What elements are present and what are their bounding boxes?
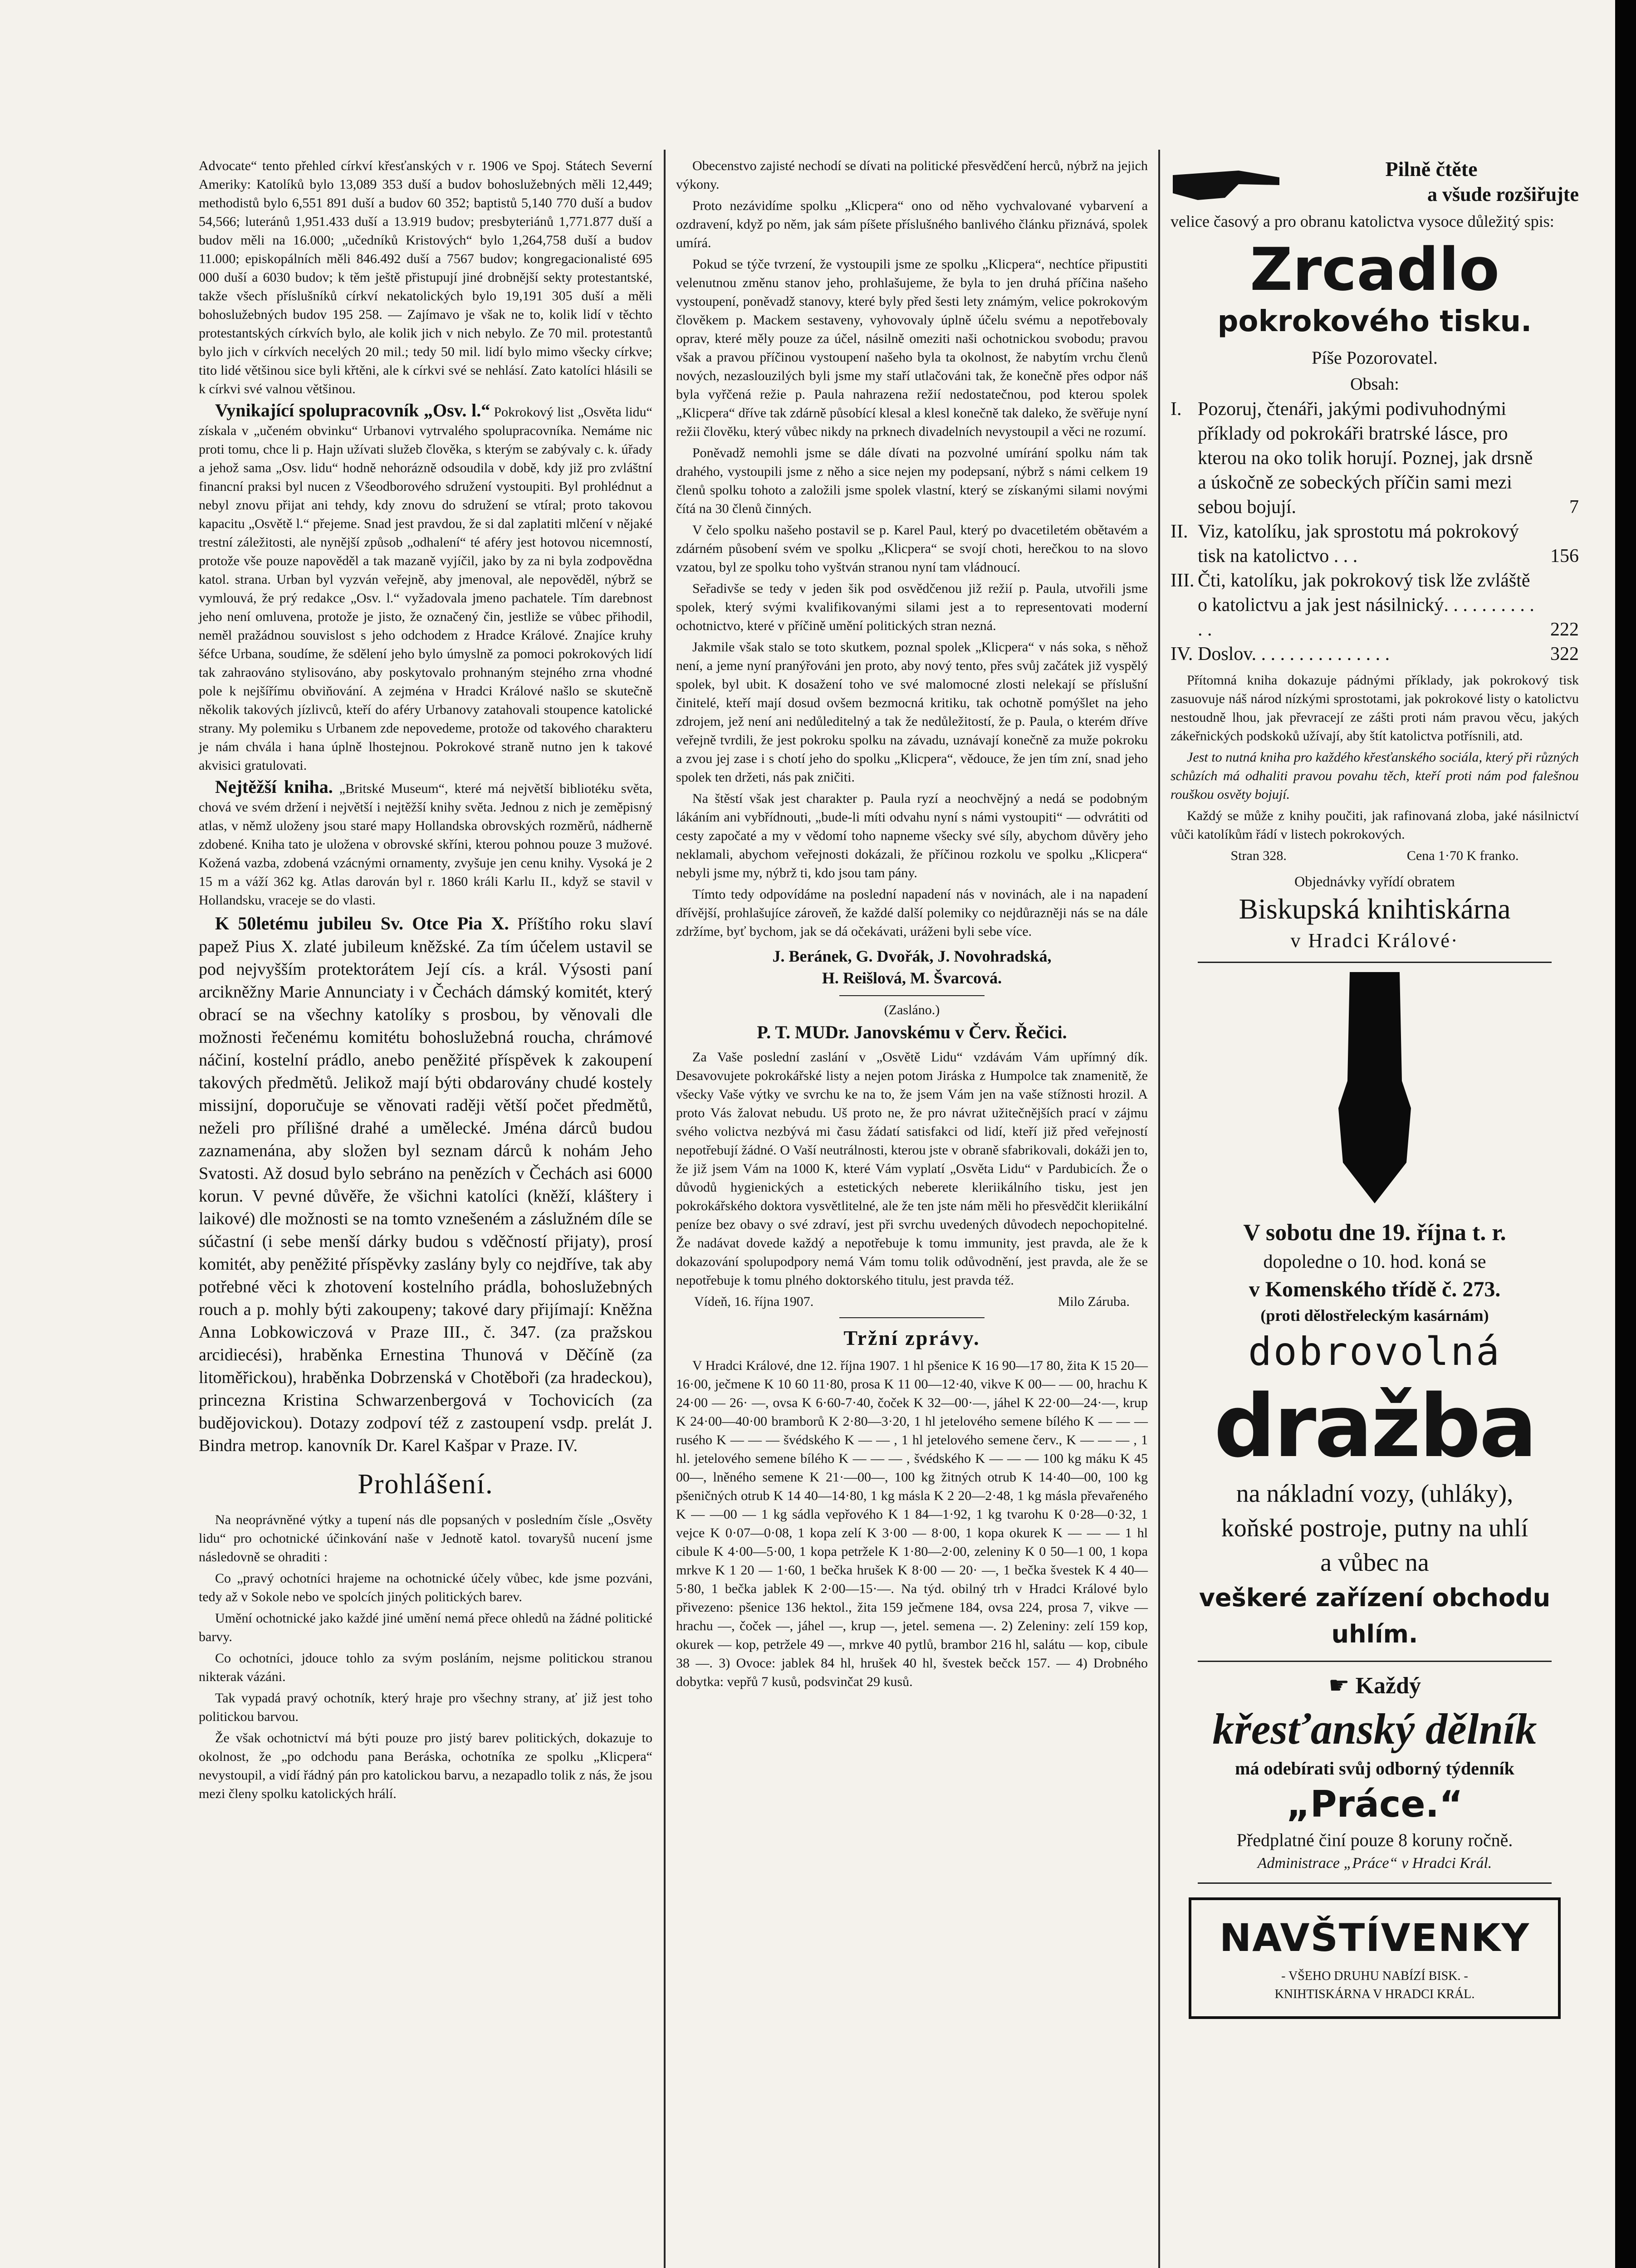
table-of-contents [1171,397,1579,666]
pointing-finger-icon [1307,972,1443,1208]
book-recommendation: Jest to nutná kniha pro každého křesťanského sociála, který při různých schůzích má odhaliti pravou povahu těch, kteří proti nám pod falešnou rouškou osvěty bojují. [1171,750,1579,802]
auction-time: dopoledne o 10. hod. koná se [1263,1251,1486,1272]
article-spolupracovnik [199,401,652,775]
declaration-paragraph: Na neoprávněné výtky a tupení nás dle popsaných v posledním čísle „Osvěty lidu“ pro ochotnické účinkování naše v Jednotě katol. tovaryšů nucení jsme následovně se ohraditi : [199,1512,652,1564]
response-paragraph: Proto nezávidíme spolku „Klicpera“ ono od něho vychvalované vybarvení a ozdravení, když po něm, jak sám píšete příslušného banlivého článku přiznává, spolek umírá. [676,198,1148,250]
article-heading: K 50letému jubileu Sv. Otce Pia X. [215,913,509,934]
toc-page: 322 [1550,644,1579,665]
ad-zrcadlo-call [1284,156,1579,207]
divider [1198,1882,1552,1884]
ad-line: Každý [1355,1673,1421,1699]
ad-line: má odebírati svůj odborný týdenník [1235,1758,1514,1779]
business-card-line: - VŠEHO DRUHU NABÍZÍ BISK. - [1281,1969,1468,1983]
sent-label: (Zasláno.) [884,1002,940,1017]
auction-items: a vůbec na [1320,1549,1429,1577]
toc-text: Pozoruj, čtenáři, jakými podivuhodnými příklady od pokrokáři bratrské lásce, pro kterou na oko tolik horují. Poznej, jak drsně a úskočně ze sobeckých příčin sami mezi sebou bojují. [1198,399,1533,518]
auction-place-note: (proti dělostřeleckým kasárnám) [1260,1306,1489,1325]
pointing-hand-icon [1171,157,1284,207]
book-order-note: Každý se může z knihy poučiti, jak rafinovaná zloba, jaké násilnictví vůči katolíkům řádí v listech pokrokových. [1171,808,1579,842]
column-middle [676,156,1148,1694]
response-paragraph: Poněvadž nemohli jsme se dále dívati na pozvolné umírání spolku nám tak drahého, vystoupili jsme z něho a sice nejen my podepsaní, nýbrž s námi celkem 19 členů spolku tohoto a založili jsme spolek vlastní, který se získanými silami novými čítá na 30 členů činných. [676,445,1148,516]
column-rule [1158,150,1160,2268]
divider [1198,1661,1552,1662]
auction-type: dobrovolná [1248,1329,1501,1374]
printer-city: v Hradci Králové· [1290,929,1459,952]
scan-border [1615,0,1636,2268]
declaration-title: Prohlášení. [358,1469,494,1500]
toc-number: IV. [1171,644,1193,665]
column-rule [664,150,666,2268]
divider [1198,962,1552,963]
toc-number: III. [1171,570,1195,591]
letter-body: Za Vaše poslední zaslání v „Osvětě Lidu“ vzdávám Vám upřímný dík. Desavovujete pokrokářské listy a nejen potom Jiráska z Humpolce tak znamenitě, že všecky Vaše výtky ve svrchu ke na to, že jsem Vám jen na vaše stížnosti hrozil. A proto Vás žalovat nebudu. Uš proto ne, že pro návrat užitečnějších prací v zájmu svého volictva nezbývá mi času žádatí satisfakci od lidí, kteří již před veřejností nepotřebují žádné. O Vaší neutrálnosti, kterou jste v obraně sfabrikovali, dokáži jen to, že již jsem Vám na 1000 K, které Vám vyplatí „Osvěta Lidu“ v Pardubicích. Že o důvodů hygienických a estetických neberete kleriikálního tisku, jest jen pokrokářského doktora vysvětlitelné, ale že ten jste nám měli ho přesvědčit kleriikální peníze bez obavy o své zdraví, jest při svrchu uvedených důvodech nepochopitelné. Že nadávat dovede každý a nepotřebuje k tomu immunity, jest pravda, ale že k dokazování spolupodpory nemá Vám tomu tolik odůvodnění, jest pravda, ale že se nepotřebuje k tomu plného doktorského titulu, jest pravda též. [676,1050,1148,1288]
toc-page: 156 [1550,546,1579,567]
book-title: Zrcadlo [1249,235,1500,304]
ad-prace-lead [1171,1670,1579,1702]
article-body: „Britské Museum“, které má největší bibliotéku světa, chová ve svém držení i největší i nejtěžší knihy světa. Jednou z nich je zeměpisný atlas, v němž uloženy jsou staré mapy Hollandska obrovských rozměrů, nádherně zdobené. Kniha tato je uložena v obrovské skříni, kterou pohnou pouze 3 mužové. Kožená vazba, zdobená vzácnými ornamenty, zvyšuje jen cenu knihy. Vysoká je 2 15 m a váží 362 kg. Atlas darován byl r. 1860 králi Karlu II., když se stavil v Hollandsku, vraceje se do vlasti. [199,781,652,908]
declaration-paragraph: Co „pravý ochotníci hrajeme na ochotnické účely vůbec, kde jsme pozváni, tedy až v Sokole nebo ve spolcích jiných politických barev. [199,1571,652,1604]
response-paragraph: Pokud se týče tvrzení, že vystoupili jsme ze spolku „Klicpera“, nechtíce připustiti velenutnou změnu stanov jeho, prohlašujeme, že byla to jen druhá příčina našeho vystoupení, poněvadž stanovy, které byly před šesti lety známým, velice pokrokovým člověkem p. Mackem sestaveny, vyhovovaly úplně účelu svému a nepotřebovaly oprav, které měly pouze za účel, násilně omeziti naši ochotnickou svobodu; pravou však a pravou příčinou vystoupení našeho byla ta okolnost, že nabytím vrchu členů nových, nezaslouzilých byli jsme my staří utlačováni tak, že konečně přes odpor náš byla vyřčená režie p. Paula nahrazena režií nedostatečnou, pod kterou spolek „Klicpera“ dříve tak zdárně působící klesal a klesl konečně tak daleko, že svěřuje nyní režii člověku, který vůbec nikdy na prknech divadelních nevystoupil a věci ne rozumí. [676,257,1148,439]
declaration-paragraph: Umění ochotnické jako každé jiné umění nemá přece ohledů na žádné politické barvy. [199,1611,652,1644]
book-pages: Stran 328. [1230,848,1287,863]
toc-page: 222 [1550,619,1579,640]
toc-item [1171,642,1579,666]
response-paragraph: Seřadivše se tedy v jeden šik pod osvědčenou již režií p. Paula, utvořili jsme spolek, který svými kvalifikovanými silami jest a to representovati moderní ochotnictvo, které v příčině umění politických stran nezná. [676,581,1148,633]
toc-item [1171,568,1579,642]
church-statistics: Advocate“ tento přehled církví křesťanských v r. 1906 ve Spoj. Státech Severní Ameriky: Katolíků bylo 13,089 353 duší a budov bohoslužebných měli 12,449; methodistů bylo 6,551 891 duší a budov 60 352; baptistů 5,140 770 duší a budov 54,566; luteránů 1,951.433 duší a 13.919 budov; presbyteriánů 1,771.877 duší a budov měli na 16.000; „učedníků Kristových“ bylo 1,264,758 duší a budov 11.000; episkopálních měli 846.492 duší a 7567 budov; kongregacionalisté 695 000 duší a 6030 budov; k těm ještě přistupují jiné drobnější sekty protestantské, takže všech příslušníků církví nekatolických bylo 19,191 305 duší a měli bohoslužebných budov 195 258. — Zajímavo je však ne to, kolik lidí v těchto protestantských církvích bylo, ale kolik jich v nich nebylo. Ze 70 mil. protestantů bylo jich v církvích necelých 20 mil.; tedy 50 mil. lidí bylo mimo všecky církve; tito lidé většinou sice byli křtěni, ale k církvi své se nehlásí. Zato katolíci hlásili se k církvi své valnou většinou. [199,158,652,396]
subscription-price: Předplatné činí pouze 8 koruny ročně. [1236,1830,1513,1850]
signatories-line-1: J. Beránek, G. Dvořák, J. Novohradská, [772,947,1052,965]
divider [839,1317,985,1318]
article-body: Pokrokový list „Osvěta lidu“ získala v „učeném obvinku“ Urbanovi vytrvalého spolupracovníka. Nemáme nic proti tomu, chce li p. Hajn užívati služeb člověka, s kterým se zabývaly c. k. úřady a jehož sama „Osv. lidu“ hodně nehorázně odsoudila v době, kdy již pro zvláštní financní praksi byl nucen z Všeodborového sdružení vystoupiti. Byl prohlédnut a nebyl znovu přijat ani tehdy, kdy znovu do sdružení se vtíral; proto takovou kapacitu „Osvětě l.“ přejeme. Snad jest pravdou, že si dal zaplatiti mlčení v nějaké trestní záležitosti, ale nynější způsob „odhalení“ té aféry jest hotovou nicemností, protože vše pouze napověděl a tak mazaně vyjíčil, jako by za ni byla zodpovědna katol. strana. Urban byl vyzván veřejně, aby jmenoval, ale nepověděl, nýbrž se vymlouvá, že prý redakce „Osv. l.“ vyžadovala jmeno pachatele. Tím darebnost jeho není omluvena, protože je jisto, že označený čin, jestliže se vůbec přihodil, neměl pražádnou souvislost s jeho odchodem z Hradce Králové. Znajíce kruhy šéfce Urbana, soudíme, že sdělení jeho bylo úmyslně za pomoci pokrokových lidí tak zahraováno stylisováno, aby poskytovalo prohnaným stejného zrna vhodné pole k nejšířímu obviňování. A zejména v Hradci Králové našlo se skutečně několik takových jízlivců, kteří do aféry Urbanovy zatahovali stoupence katolické strany. My polemiku s Urbanem zde nepovedeme, protože od takového charakteru je nám chvála i hana úplně lhostejnou. Pokrokové straně nutno jen k takové akvisici gratulovati. [199,405,652,773]
book-contents-label: Obsah: [1350,375,1399,394]
administration: Administrace „Práce“ v Hradci Král. [1257,1855,1492,1872]
toc-text: Viz, katolíku, jak sprostotu má pokrokový tisk na katolictvo . . . [1198,521,1519,567]
declaration-paragraph: Co ochotníci, jdouce tohlo za svým posláním, nejsme politickou stranou nikterak vázáni. [199,1651,652,1684]
toc-text: Doslov. . . . . . . . . . . . . . . [1198,644,1390,665]
column-left [199,156,652,1806]
article-heading: Nejtěžší kniha. [215,777,333,797]
hand-icon: ☛ [1328,1673,1356,1699]
toc-number: I. [1171,399,1182,420]
book-price: Cena 1·70 K franko. [1406,848,1519,863]
article-jubileum [199,912,652,1457]
printer-name: Biskupská knihtiskárna [1239,893,1511,925]
ad-prace-title: křesťanský dělník [1212,1705,1537,1753]
letter-author: Milo Záruba. [1058,1294,1130,1309]
ad-line: a všude rozšiřujte [1427,183,1579,205]
column-right [1171,156,1579,2019]
book-meta [1171,846,1579,865]
weekly-name: „Práce.“ [1286,1783,1463,1825]
auction-items: na náklad​ní vozy, (uhláky), [1236,1480,1514,1508]
article-heading: Vynikající spolupracovník „Osv. l.“ [215,400,490,420]
signatories-line-2: H. Reišlová, M. Švarcová. [822,969,1002,987]
letter-date: Vídeň, 16. října 1907. [694,1294,814,1309]
response-paragraph: Jakmile však stalo se toto skutkem, poznal spolek „Klicpera“ v nás soka, s něhož není, a jeme nyní pranýřováni jen proto, aby nový tento, přes svůj začátek již vyspělý spolek, byl ubit. K dosažení toho ve své malomocné zlosti nelekají se příslušní činitelé, kteří mají dosud ovšem bezmocná kritiku, tak ochotně pomýšlet na jeho zdrojem, jež není ani nedůleditelný a tak že nedůležitostí, že p. Paula, o kterém dříve veřejně tvrdili, že jest pokroku spolku na závadu, uznávají konečně za muže pokroku a zvou jej zase i s chotí jeho do spolku „Klicpera“, vědouce, že jen tím zní, snad jeho spolek ten držeti, nás pak zničiti. [676,640,1148,785]
ad-zrcadlo-intro: velice časový a pro obranu katolictva vysoce důležitý spis: [1171,212,1554,230]
market-title: Tržní zprávy. [843,1326,980,1349]
ad-zrcadlo-header [1171,156,1579,207]
letter-footer [676,1292,1148,1311]
response-paragraph: Tímto tedy odpovídáme na poslední napadení nás v novinách, ale i na napadení dřívější, prohlašujíce zároveň, že každé další polemiky co nejdůrazněji nás se na dále zdržíme, byť bychom, jak se dá očekávati, uráženi byli sebe více. [676,887,1148,939]
toc-page: 7 [1569,497,1579,518]
article-kniha [199,777,652,909]
book-description: Přítomná kniha dokazuje pádnými příklady, jak pokrokový tisk zasuovuje náš národ nízkými sprostotami, jak pokrokové listy o katolictvu nestoudně lhou, jak převracejí ze zášti proti nám pravou věcu, jakých zákeřnických podskoků užívají, aby štít katolictva potřísnili, atd. [1171,673,1579,743]
toc-number: II. [1171,521,1188,542]
auction-items: koňské postroje, putny na uhlí [1221,1514,1528,1542]
toc-item [1171,397,1579,519]
business-card-line: KNIHTISKÁRNA V HRADCI KRÁL. [1274,1987,1475,2001]
declaration-paragraph: Tak vypadá pravý ochotník, který hraje pro všechny strany, ať již jest toho politickou barvou. [199,1691,652,1724]
auction-title: dražba [1214,1376,1536,1476]
letter-heading: P. T. MUDr. Janovskému v Červ. Řečici. [757,1022,1067,1042]
book-subtitle: pokrokového tisku. [1217,305,1532,338]
divider [839,995,985,996]
auction-place: v Komenského třídě č. 273. [1249,1277,1501,1301]
response-paragraph: Na štěstí však jest charakter p. Paula ryzí a neochvějný a nedá se podobným lákáním ani vybřídnouti, „bude-li míti odvahu nyní s námi vystoupiti“ — odvrátiti od cesty započaté a my v vědomí toho napneme všecky své síly, abychom důvěry jeho neklamali, abychom veřejnosti dokázali, že příčinou rozkolu ve spolku „Klicpera“ nebyli jsme my, nýbrž ti, kdo jsou tam pány. [676,791,1148,880]
market-report: V Hradci Králové, dne 12. října 1907. 1 hl pšenice K 16 90—17 80, žita K 15 20—16·00, ječmene K 10 60 11·80, prosa K 11 00—12·40, vikve K 00— — 00, hrachu K 24·00 — 26· —, ovsa K 6·60-7·40, čoček K 32—00·—, jáhel K 22·00—24·—, krup K 24·00—40·00 bramborů K 2·80—3·20, 1 hl jetelového semene bílého K — — — rusého K — — — švédského K — — , 1 hl jetelového semene červ., K — — — , 1 hl. jetelového semene bílého K — — — , švédského K — — — 100 kg máku K 45 00—, lněného semene K 21·—00—, 100 kg žitných otrub K 14·40—00, 100 kg pšeničných otrub K 14 40—14·80, 1 kg másla K 2 20—2·48, 1 kg másla převařeného K — —00 — 1 kg sádla vepřového K 1 84—1·92, 1 kg tvarohu K 0·28—0·32, 1 vejce K 0·07—0·08, 1 kopa zelí K 3·00 — 8·00, 1 kopa okurek K — — — 1 hl cibule K 4·00—5·00, 1 kopa petržele K 1·80—2·00, zeleniny K 0 50—1 00, 1 kopa mrkve K 1 20 — 1·60, 1 bečka hrušek K 8·00 — 20· —, 1 bečka švestek K 4 40—5·80, 1 bečka jablek K 2·00—15·—. Na týd. obilný trh v Hradci Králové bylo přivezeno: pšenice 136 hektol., žita 159 ječmene 184, ovsa 224, prosa 7, vikve — hrachu —, čoček —, jáhel —, krup —, jetel. semena —. 2) Zeleniny: zelí 159 kop, okurek — kop, petržele 49 —, mrkve 40 pytlů, brambor 216 hl, salátu — kop, cibule 38 —. 3) Ovoce: jablek 84 hl, hrušek 40 hl, švestek bečck 157. — 4) Drobného dobytka: vepřů 7 kusů, podsvinčat 29 kusů. [676,1358,1148,1689]
declaration-paragraph: Že však ochotnictví má býti pouze pro jistý barev politických, dokazuje to okolnost, že „po odchodu pana Beráska, ochotníka ze spolku „Klicpera“ nevystoupil, a vidí řádný pán pro katolickou barvu, a nezapadlo tolik z nás, že jsou mezi členy spolku katolických hrálí. [199,1730,652,1801]
article-body: Příštího roku slaví papež Pius X. zlaté jubileum kněžské. Za tím účelem ustavil se pod nejvyšším protektorátem Její cís. a král. Výsosti paní arcikněžny Marie Annunciaty i v Čechách dámský komitét, který obrací se na všechny katolíky s prosbou, by věnovali dle možnosti řečenému komitétu bohoslužebná roucha, chrámové náčiní, kostelní prádlo, anebo peněžité příspěvek k zakoupení takových předmětů. Jelikož mají býti obdarovány chudé kostely missijní, doporučuje se věnovati raději větší počet předmětů, neželi pro přílišné drahé a umělecké. Jména dárců budou zaznamenána, aby složen byl seznam dárců k nohám Jeho Svatosti. Až dosud bylo sebráno na penězích v Čechách asi 6000 korun. V pevné důvěře, že všichni katolíci (kněží, kláštery i laikové) dle možnosti se na tomto vznešeném a záslužném díle se súčastní (i sebe menší dárky budou s vděčností přijaty), prosí komitét, aby peněžité příspěvky zaslány byly co nejdříve, tak aby potřebné věci k zhotovení kostelního prádla, bohoslužebných rouch a p. mohly býti zakoupeny; takové dary přijímají: Kněžna Anna Lobkowiczová v Praze III., č. 347. (za pražskou arcidiecési), hraběnka Ernestina Thunová v Děčíně (za litoměřickou), hraběnka Dobrzenská v Chotěboři (za hradeckou), princezna Kristina Schwarzenbergová v Tochovicích (za budějovickou). Dotazy zodpoví též z zastoupení vsdp. prelát J. Bindra metrop. kanovník Dr. Karel Kašpar v Praze. IV. [199,914,653,1455]
toc-item [1171,519,1579,568]
business-card-ad [1189,1897,1561,2019]
auction-items: veškeré zařízení obchodu uhlím. [1199,1584,1551,1648]
response-paragraph: Obecenstvo zajisté nechodí se dívati na politické přesvědčení herců, nýbrž na jejich výkony. [676,158,1148,192]
response-paragraph: V čelo spolku našeho postavil se p. Karel Paul, který po dvacetiletém obětavém a zdárném působení svém ve spolku „Klicpera“ se svojí choti, herečkou to na slovo vzatou, byl ze spolku toho vyštván stranou nyní tam vládnoucí. [676,523,1148,575]
business-card-title: NAVŠTÍVENKY [1219,1916,1530,1960]
order-label: Objednávky vyřídí obratem [1294,873,1455,890]
book-author: Píše Pozorovatel. [1312,347,1438,368]
toc-text: Čti, katolíku, jak pokrokový tisk lže zvláště o katolictvu a jak jest násilnický. . . . . . . . . . . . [1198,570,1534,640]
ad-line: Pilně čtěte [1385,157,1478,181]
auction-date: V sobotu dne 19. října t. r. [1243,1220,1506,1246]
